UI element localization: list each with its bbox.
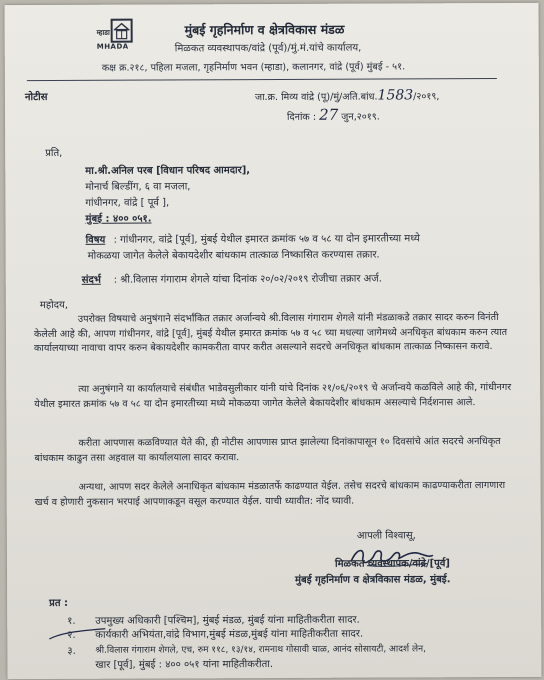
mhada-logo bbox=[97, 19, 137, 55]
subject-label: विषय bbox=[85, 234, 106, 246]
copy-item-3-number: ३. bbox=[67, 645, 76, 657]
body-paragraph-4: अन्यथा, आपण सदर केलेले अनाधिकृत बांधकाम मंडळातर्फे काढण्यात येईल. तसेच सदरचे बांधकाम काढण्याकरीता लागणारा खर्च व होणारी नुकसान भरपाई आपणाकडून वसूल करण्यात येईल. याची ध्यावीत: नोंद घ्यावी. bbox=[34, 479, 506, 508]
letter-page bbox=[5, 3, 542, 679]
addressee-name: मा.श्री.अनिल परब [विधान परिषद आमदार], bbox=[85, 165, 251, 177]
logo-text-english: MHADA bbox=[96, 42, 129, 51]
ref-handwritten-number: 1583 bbox=[377, 87, 414, 104]
closing-designation: मिळकत व्यवस्थापक/वांद्रे/[पूर्व] bbox=[334, 558, 450, 570]
reference-date bbox=[287, 106, 380, 124]
office-address: कक्ष क्र.२१८, पहिला मजला, गृहनिर्माण भवन (म्हाडा), कलानगर, वांद्रे (पूर्व) मुंबई - ५१. bbox=[101, 61, 406, 74]
date-label: दिनांक : bbox=[287, 111, 317, 123]
salutation: महोदय, bbox=[39, 299, 69, 312]
ref-prefix: जा.क्र. मिव्य वांद्रे (पू)/मुं/अति.बांध. bbox=[254, 91, 378, 104]
pen-mark bbox=[47, 625, 107, 645]
reference-text: : श्री.विलास गंगाराम शेगले यांचा दिनांक २०/०२/२०१९ रोजीचा तक्रार अर्ज. bbox=[113, 273, 382, 286]
copy-item-3-text: श्री.विलास गंगाराम शेगले, एच, रुम ११८, १३/१४, रामनाथ गोसावी चाळ, आनंद सोसायटी, आदर्श लेन, bbox=[95, 644, 426, 656]
logo-text-marathi: म्हाडा bbox=[96, 28, 110, 37]
copy-item-3-continuation: खार [पूर्व], मुंबई : ४०० ०५१ यांना माहितीकरीता. bbox=[95, 659, 274, 671]
body-paragraph-3: करीता आपणास कळविण्यात येते की, ही नोटीस आपणास प्राप्त झालेल्या दिनांकापासून १० दिवसांचे आंत सदरचे अनधिकृत बांधकाम काढुन तसा अहवाल या कार्यालयाला सादर करावा. bbox=[34, 436, 501, 464]
addressee-line1: मोनार्च बिल्डींग, ६ वा मजला, bbox=[85, 181, 191, 193]
closing-organisation: मुंबई गृहनिर्माण व क्षेत्रविकास मंडळ, मुंबई. bbox=[295, 574, 451, 586]
body-paragraph-1: उपरोक्त विषयाचे अनुषंगाने संदर्भांकित तक्रार अर्जान्वये श्री.विलास गंगाराम शेगले यांनी मंडळाकडे तक्रार सादर करुन विनंती केलेली आहे की, आपण गांधीनगर, वांद्रे [पूर्व], मुंबई येथील इमारत क्रमांक ५७ व ५८ च्या मधल्या जागेमध्ये अनधिकृत बांधकाम करुन त्यात कार्यालयाच्या नावाचा वापर करुन बेकायदेशीर कामकरीता वापर करीत असल्याने सदरचे अनधिकृत बांधकाम तात्काळ निष्कासन करावे. bbox=[33, 312, 508, 355]
addressee-line2: गांधीनगर, वांद्रे [ पूर्व ], bbox=[85, 197, 170, 209]
addressee-city: मुंबई : ४०० ०५१. bbox=[85, 213, 152, 225]
reference-label: संदर्भ bbox=[81, 274, 101, 286]
subject-line2: मोकळया जागेत केलेले बेकायदेशीर बांधकाम तात्काळ निष्कासित करण्यास तक्रार. bbox=[87, 249, 380, 262]
copy-item-1-text: उपमुख्य अधिकारी [पश्चिम], मुंबई मंडळ, मुंबई यांना माहितीकरीता सादर. bbox=[95, 614, 360, 627]
date-handwritten: 27 bbox=[319, 105, 339, 124]
building-icon bbox=[111, 19, 133, 43]
copy-item-2-number: २. bbox=[67, 629, 76, 641]
subject-line1: : गांधीनगर, वांद्रे [पूर्व], मुंबई येथील इमारत क्रमांक ५७ व ५८ या दोन इमारतीच्या मध्ये bbox=[113, 233, 420, 246]
office-subtitle: मिळकत व्यवस्थापक/वांद्रे (पूर्व)/मुं.मं.यांचे कार्यालय, bbox=[174, 42, 362, 55]
org-title: मुंबई गृहनिर्माण व क्षेत्रविकास मंडळ bbox=[184, 21, 345, 38]
copy-label: प्रत : bbox=[49, 597, 69, 609]
to-label: प्रति, bbox=[45, 147, 63, 159]
closing-yours: आपली विश्वासू, bbox=[356, 530, 416, 542]
ref-suffix: /२०१९, bbox=[413, 91, 440, 103]
date-rest: जुन,२०१९. bbox=[341, 111, 380, 123]
notice-label: नोटीस bbox=[24, 91, 48, 104]
copy-item-2-text: कार्यकारी अभियंता,वांद्रे विभाग,मुंबई मंडळ,मुंबई यांना माहितीकरीता सादर. bbox=[95, 628, 364, 641]
copy-item-1-number: १. bbox=[67, 615, 76, 627]
header-divider bbox=[27, 78, 497, 81]
body-paragraph-2: त्या अनुषंगाने या कार्यालयाचे संबंधीत भाडेवसुलीकार यांनी यांचे दिनांक २१/०६/२०१९ चे अर्जान्वये कळविले आहे की, गांधीनगर येथील इमारत क्रमांक ५७ व ५८ या दोन इमारतीच्या मध्ये मोकळया जागेत केलेले बेकायदेशीर बांधकाम असल्याचे निर्दशनास आले. bbox=[34, 381, 512, 410]
reference-number bbox=[255, 87, 440, 104]
